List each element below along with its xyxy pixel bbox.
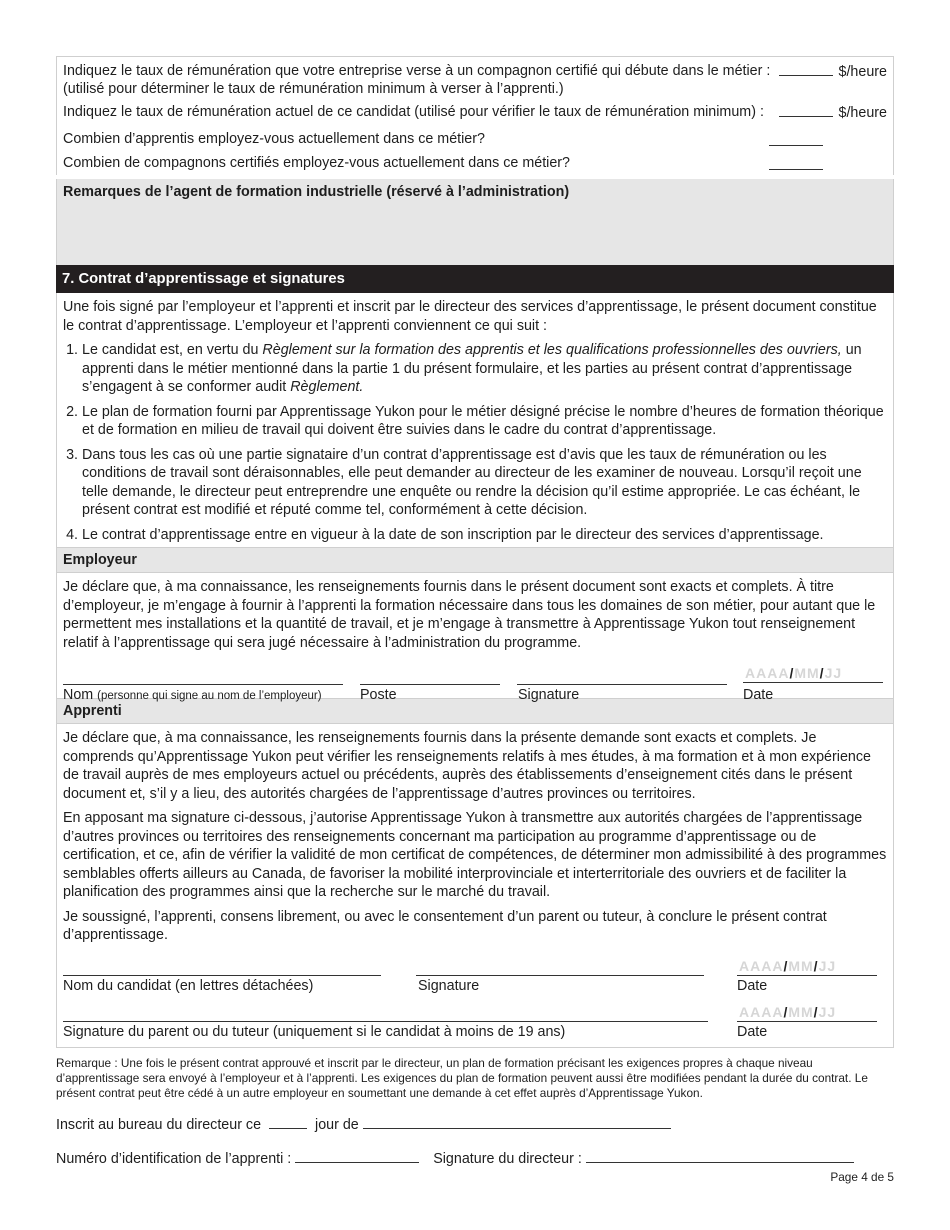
apprentice-declaration: [57, 724, 893, 945]
journeyperson-rate-row: [63, 62, 887, 98]
parent-signature-label: Signature du parent ou du tuteur (uniquement si le candidat à moins de 19 ans): [63, 1023, 566, 1040]
parent-signature-row: [57, 997, 893, 1047]
registry-month-field[interactable]: [363, 1114, 671, 1129]
candidate-signature-line[interactable]: [416, 959, 704, 976]
apprentice-heading: Apprenti: [57, 698, 893, 724]
registry-day-field[interactable]: [269, 1114, 307, 1129]
page-number: Page 4 de 5: [830, 1170, 894, 1184]
registry-row: [56, 1114, 671, 1133]
admin-remarks-label: Remarques de l’agent de formation industrielle (réservé à l’administration): [63, 184, 570, 200]
employer-signature-label: Signature: [518, 687, 580, 703]
id-row: [56, 1148, 854, 1167]
employer-date-label: Date: [743, 687, 774, 703]
journeyperson-count-row: [63, 151, 887, 175]
journeyperson-count-field[interactable]: [769, 156, 823, 170]
candidate-date-line: [737, 975, 877, 976]
employer-heading: Employeur: [57, 547, 893, 573]
employer-signature-row: [57, 658, 893, 703]
journeyperson-rate-question: Indiquez le taux de rémunération que votre entreprise verse à un compagnon certifié qui débute dans le métier :: [63, 63, 771, 79]
section-7-header: 7. Contrat d’apprentissage et signatures: [56, 265, 894, 293]
contract-term-4: 4. Le contrat d’apprentissage entre en vigueur à la date de son inscription par le directeur des services d’apprentissage.: [82, 526, 887, 545]
candidate-date-label: Date: [737, 977, 768, 994]
employer-position-line[interactable]: [360, 668, 500, 685]
employer-declaration: Je déclare que, à ma connaissance, les renseignements fournis dans le présent document sont exacts et complets. À titre d’employeur, je m’engage à fournir à l’apprenti la formation nécessaire dans tous les domaines de son métier, pour autant que le permettent mes installations et la quantité de travail, et je m’engage à transmettre à Apprentissage Yukon tout renseignement relatif à l’apprentissage qui sera jugé nécessaire à l’administration du programme.: [63, 579, 876, 651]
apprentice-declaration-p2: En apposant ma signature ci-dessous, j’autorise Apprentissage Yukon à transmettre aux autorités chargées de l’apprentissage d’autres provinces ou territoires des renseignements concernant ma participation au programme d’apprentissage ou de certification, et ce, afin de vérifier la validité de mon certificat de compétences, de déterminer mon admissibilité à des programmes semblables offerts ailleurs au Canada, de favoriser la mobilité interprovinciale et interterritoriale des ouvriers et de faciliter la planification des programmes ainsi que la recherche sur le marché du travail.: [63, 810, 887, 900]
section-7-intro: Une fois signé par l’employeur et l’apprenti et inscrit par le directeur des services d’apprentissage, le présent document constitue le contrat d’apprentissage. L’employeur et l’apprenti conviennent ce qui suit :: [63, 299, 877, 334]
apprentice-count-question: Combien d’apprentis employez-vous actuellement dans ce métier?: [63, 131, 485, 147]
candidate-date-field[interactable]: AAAA/MM/JJ: [739, 957, 837, 974]
form-page: [56, 56, 894, 1101]
unit-label: $/heure: [838, 105, 887, 121]
apprentice-count-field[interactable]: [769, 132, 823, 146]
contract-term-1: 1. Le candidat est, en vertu du Règlement sur la formation des apprentis et les qualifications professionnelles des ouvriers, un apprenti dans le métier mentionné dans la partie 1 du présent formulaire, et les parties au présent contrat d’apprentissage s’engagent à se conformer audit Règlement.: [82, 341, 887, 397]
contract-terms-list: [57, 341, 893, 544]
candidate-name-label: Nom du candidat (en lettres détachées): [63, 977, 314, 994]
admin-remarks-box[interactable]: [56, 179, 894, 265]
contract-term-3: 3. Dans tous les cas où une partie signataire d’un contrat d’apprentissage est d’avis que les taux de rémunération ou les conditions de travail sont déraisonnables, elle peut demander au directeur de les examiner de nouveau. Lorsqu’il reçoit une telle demande, le directeur peut entreprendre une enquête ou rendre la décision qu’il estime appropriée. Le cas échéant, le présent contrat est modifié et réputé comme tel, conformément à cette décision.: [82, 446, 887, 520]
apprentice-count-row: [63, 127, 887, 151]
director-signature-field[interactable]: [586, 1148, 854, 1163]
candidate-signature-label: Signature: [418, 977, 480, 994]
employer-date-field[interactable]: AAAA/MM/JJ: [745, 665, 843, 681]
parent-date-field[interactable]: AAAA/MM/JJ: [739, 1003, 837, 1020]
parent-signature-line[interactable]: [63, 1005, 708, 1022]
section-7-body: [56, 293, 894, 1047]
employer-signature-line[interactable]: [517, 668, 727, 685]
director-signature-label: Signature du directeur :: [433, 1151, 582, 1167]
employer-name-label: Nom: [63, 687, 94, 703]
unit-label: $/heure: [838, 64, 887, 80]
apprentice-declaration-p1: Je déclare que, à ma connaissance, les renseignements fournis dans la présente demande sont exacts et complets. Je comprends qu’Apprentissage Yukon peut vérifier les renseignements relatifs à mes études, à ma formation et à mon expérience de travail auprès de mes employeurs actuel ou précédents, auprès des établissements d’enseignement cités dans le présent document et, s’il y a lieu, des autorités chargées de l’apprentissage d’autres provinces ou territoires.: [63, 730, 871, 802]
parent-date-line: [737, 1021, 877, 1022]
contract-note: Remarque : Une fois le présent contrat approuvé et inscrit par le directeur, un plan de formation précisant les exigences propres à chaque niveau d’apprentissage sera envoyé à l’employeur et à l’apprenti. Les exigences du plan de formation peuvent aussi être modifiées pendant la durée du contrat. Le présent contrat peut être cédé à un autre employeur en soumettant une demande à cet effet auprès d’Apprentissage Yukon.: [56, 1055, 868, 1100]
candidate-rate-field[interactable]: [779, 103, 833, 117]
journeyperson-count-question: Combien de compagnons certifiés employez-vous actuellement dans ce métier?: [63, 155, 571, 171]
parent-date-label: Date: [737, 1023, 768, 1040]
candidate-signature-row: [57, 951, 893, 997]
employer-date-line: [743, 682, 883, 683]
registry-prefix: Inscrit au bureau du directeur ce: [56, 1117, 262, 1133]
apprentice-id-label: Numéro d’identification de l’apprenti :: [56, 1151, 292, 1167]
journeyperson-rate-field[interactable]: [779, 62, 833, 76]
candidate-name-line[interactable]: [63, 959, 381, 976]
employer-name-note: (personne qui signe au nom de l’employeur): [97, 690, 322, 702]
candidate-rate-question: Indiquez le taux de rémunération actuel de ce candidat (utilisé pour vérifier le taux de rémunération minimum) :: [63, 104, 764, 120]
employer-position-label: Poste: [360, 687, 397, 703]
apprentice-declaration-p3: Je soussigné, l’apprenti, consens librement, ou avec le consentement d’un parent ou tuteur, à conclure le présent contrat d’apprentissage.: [63, 908, 827, 943]
contract-term-2: 2. Le plan de formation fourni par Apprentissage Yukon pour le métier désigné précise le nombre d’heures de formation théorique et de formation en milieu de travail qui doivent être suivies dans le cadre du contrat d’apprentissage.: [82, 403, 887, 440]
candidate-rate-row: [63, 103, 887, 122]
registry-middle: jour de: [315, 1117, 359, 1133]
journeyperson-rate-note: (utilisé pour déterminer le taux de rémunération minimum à verser à l’apprenti.): [63, 81, 564, 97]
employer-name-line[interactable]: [63, 668, 343, 685]
apprentice-id-field[interactable]: [295, 1148, 419, 1163]
rates-section: [56, 56, 894, 175]
